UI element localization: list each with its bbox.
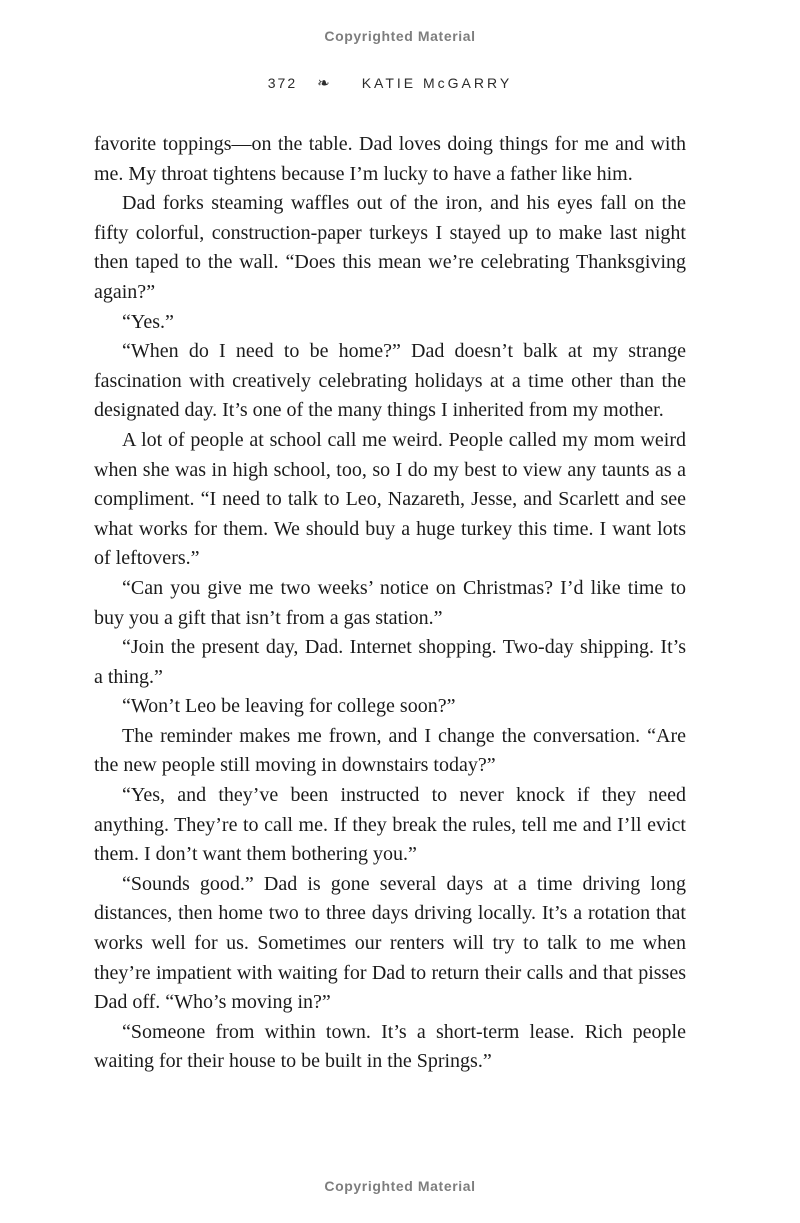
paragraph: “Join the present day, Dad. Internet shopping. Two-day shipping. It’s a thing.” [94,636,686,688]
paragraph: “Yes, and they’ve been instructed to never knock if they need anything. They’re to call me. If they break the rules, tell me and I’ll evict them. I don’t want them bothering you.” [94,784,686,866]
paragraph: The reminder makes me frown, and I change the conversation. “Are the new people still moving in downstairs today?” [94,724,686,777]
fleuron-ornament-icon: ❧ [317,74,330,92]
paragraph: “Can you give me two weeks’ notice on Christmas? I’d like time to buy you a gift that isn’t from a gas station.” [94,576,686,629]
paragraph: “Sounds good.” Dad is gone several days at a time driving long distances, then home two to three days driving locally. It’s a rotation that works well for us. Sometimes our renters will try to talk to me when they’re impatient with waiting for Dad to return their calls and that pisses Dad off. “Who’s moving in?” [94,872,686,1014]
paragraph: Dad forks steaming waffles out of the iron, and his eyes fall on the fifty colorful, construction-paper turkeys I stayed up to make last night then taped to the wall. “Does this mean we’re celebrating Thanksgiving again?” [94,192,686,303]
paragraph: “When do I need to be home?” Dad doesn’t balk at my strange fascination with creatively celebrating holidays at a time other than the designated day. It’s one of the many things I inherited from my mother. [94,340,686,422]
paragraph: “Yes.” [122,310,174,333]
page-number: 372 [267,75,298,91]
paragraph: A lot of people at school call me weird. People called my mom weird when she was in high school, too, so I do my best to view any taunts as a compliment. “I need to talk to Leo, Nazareth, Jesse, and Scarlett and see what works for them. We should buy a huge turkey this time. I want lots of leftovers.” [94,428,686,570]
copyright-notice-top: Copyrighted Material [324,28,476,44]
paragraph: “Someone from within town. It’s a short-term lease. Rich people waiting for their house to be built in the Springs.” [94,1020,686,1073]
author-name: KATIE McGARRY [361,75,513,91]
running-header [94,75,686,91]
paragraph: favorite toppings—on the table. Dad loves doing things for me and with me. My throat tightens because I’m lucky to have a father like him. [94,133,686,185]
paragraph: “Won’t Leo be leaving for college soon?” [122,695,456,718]
body-text [94,130,686,1077]
copyright-notice-bottom: Copyrighted Material [324,1178,476,1194]
